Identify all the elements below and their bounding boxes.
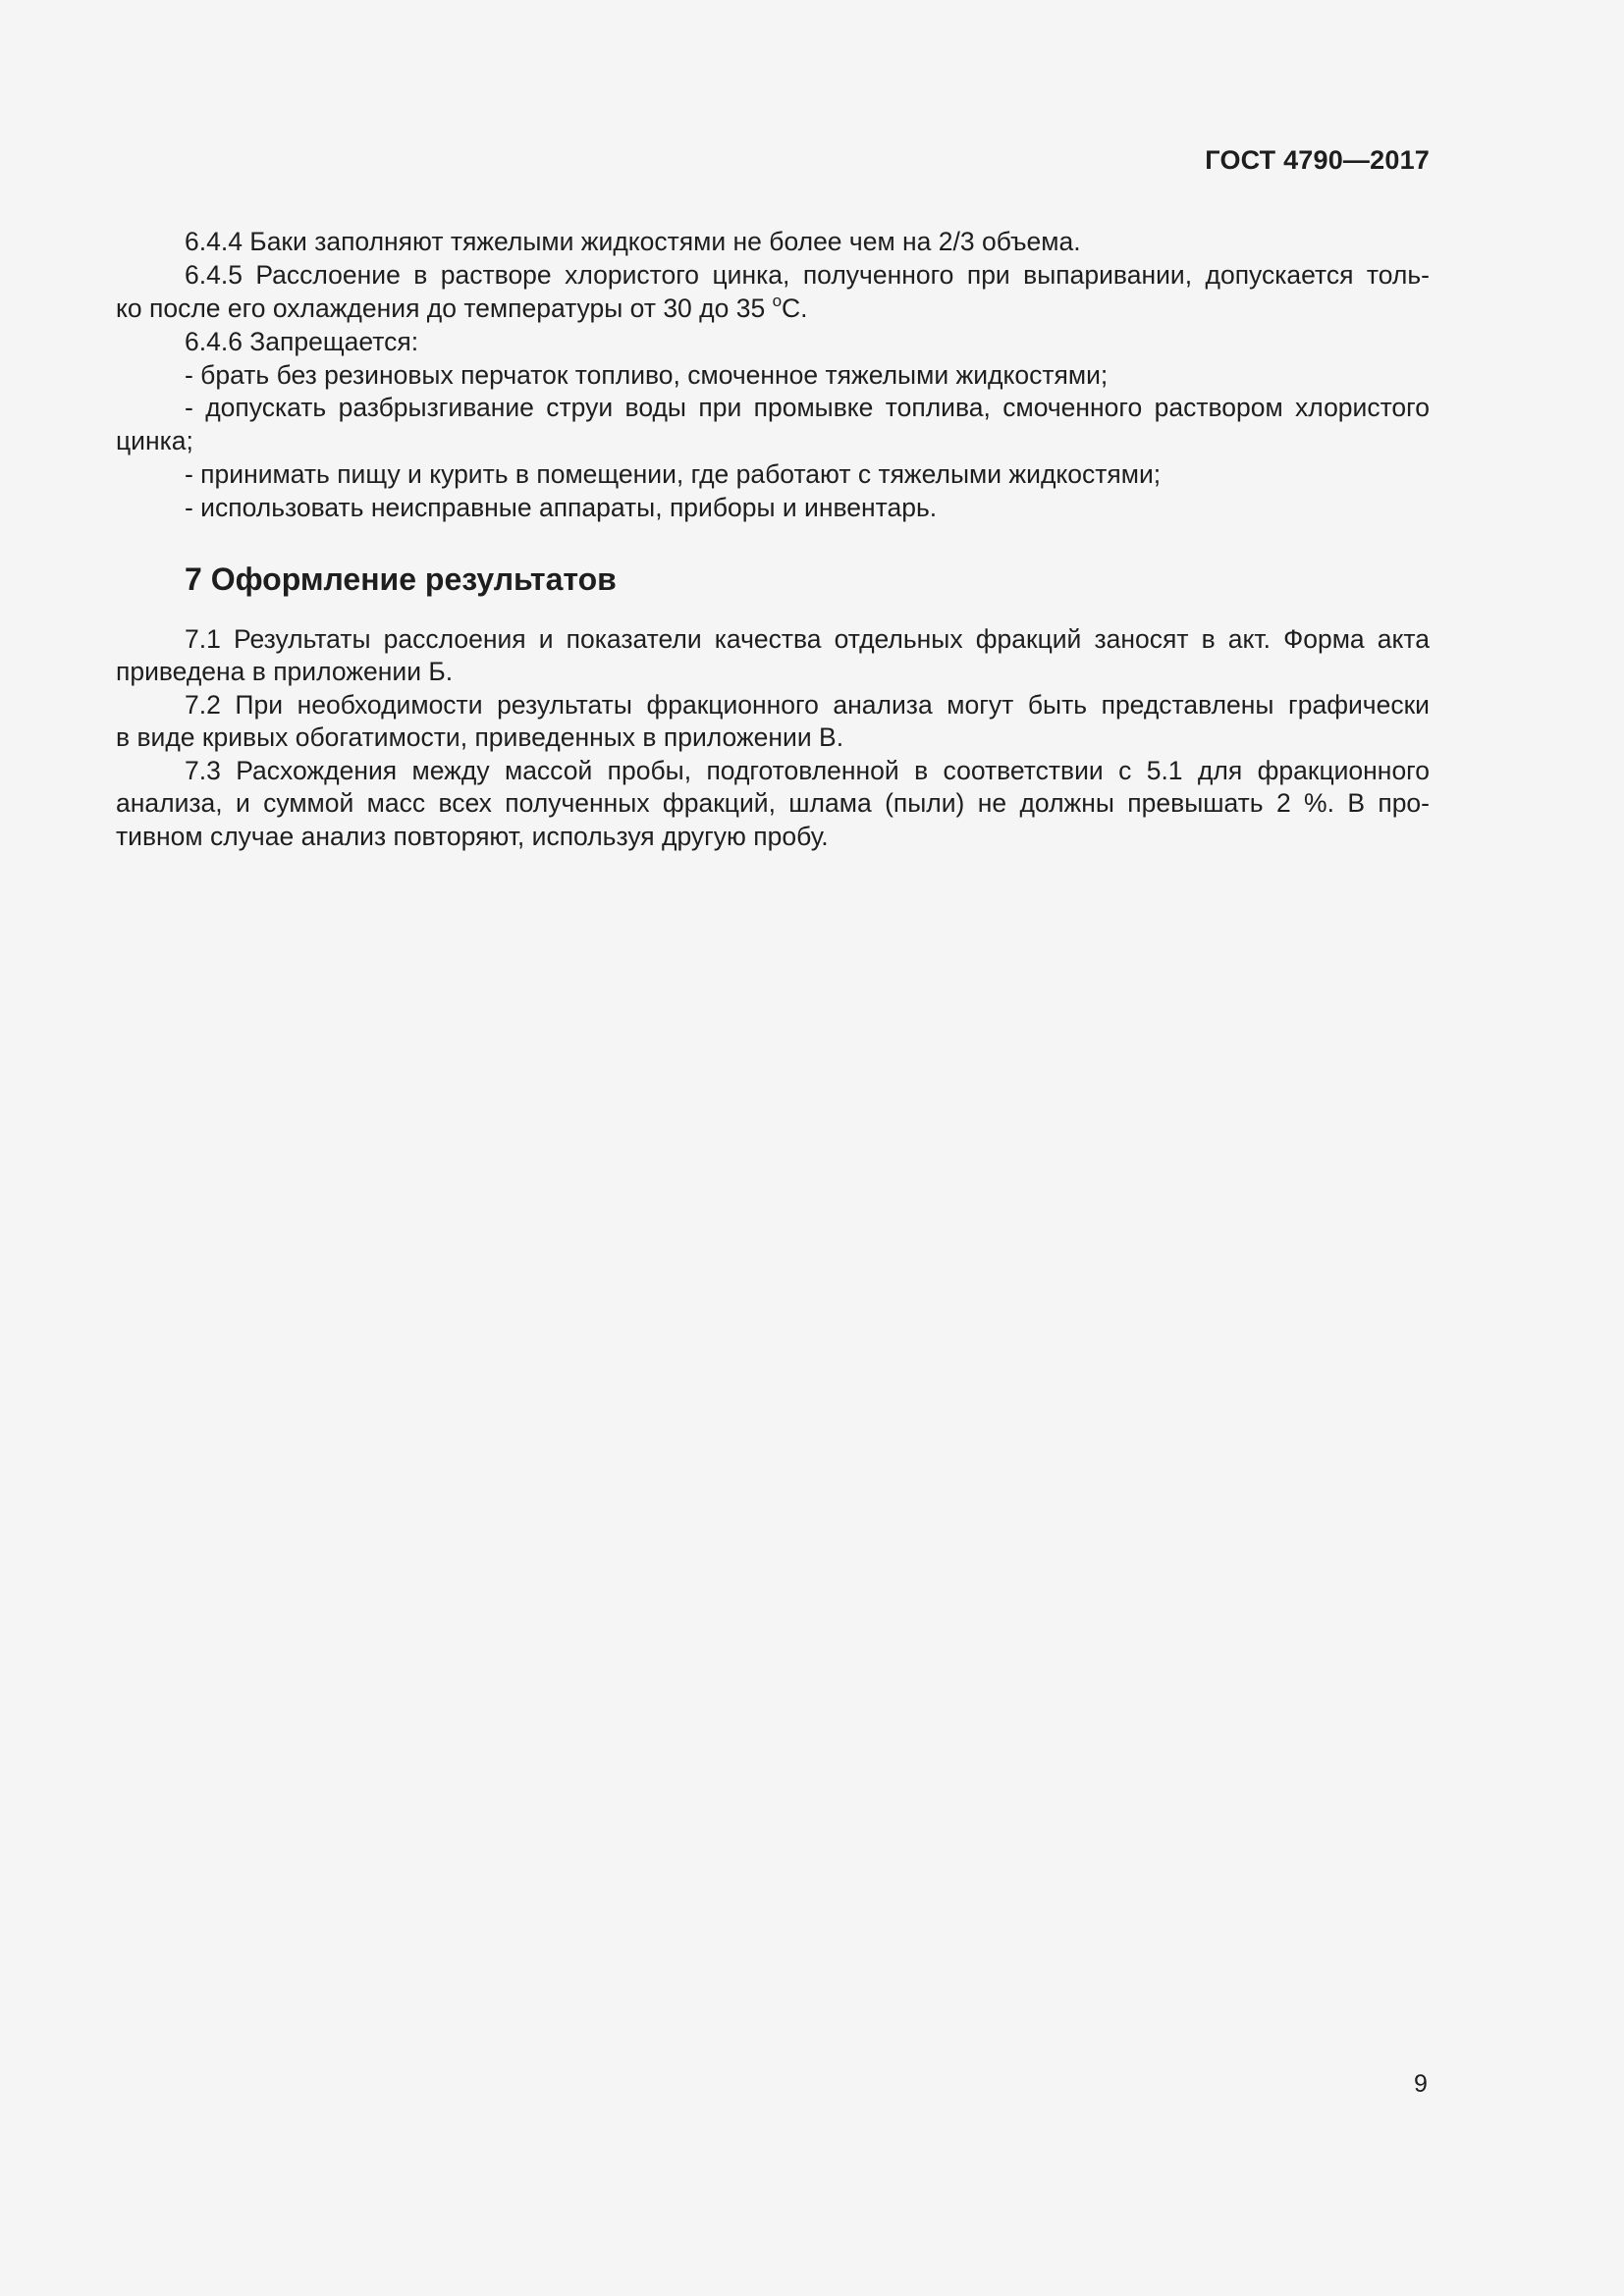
- prohibition-item-2-line-1: - допускать разбрызгивание струи воды при промывке топлива, смоченного раствором хлористого: [185, 393, 1430, 422]
- paragraph-6-4-5-line-1: 6.4.5 Расслоение в растворе хлористого цинка, полученного при выпаривании, допускается толь-: [185, 260, 1430, 290]
- prohibition-item-3: - принимать пищу и курить в помещении, где работают с тяжелыми жидкостями;: [185, 459, 1162, 489]
- paragraph-7-3-line-3: тивном случае анализ повторяют, используя другую пробу.: [116, 822, 829, 851]
- paragraph-6-4-4: 6.4.4 Баки заполняют тяжелыми жидкостями не более чем на 2/3 объема.: [185, 227, 1081, 256]
- paragraph-7-3-line-2: анализа, и суммой масс всех полученных фракций, шлама (пыли) не должны превышать 2 %. В про-: [116, 788, 1430, 818]
- paragraph-7-3-line-1: 7.3 Расхождения между массой пробы, подготовленной в соответствии с 5.1 для фракционного: [185, 756, 1430, 785]
- prohibition-item-1: - брать без резиновых перчаток топливо, смоченное тяжелыми жидкостями;: [185, 360, 1109, 390]
- paragraph-7-1-line-2: приведена в приложении Б.: [116, 657, 454, 686]
- paragraph-7-2-line-2: в виде кривых обогатимости, приведенных в приложении В.: [116, 722, 844, 752]
- prohibition-item-2-line-2: цинка;: [116, 426, 193, 455]
- page-number: 9: [1414, 2070, 1428, 2098]
- degree-superscript: о: [772, 292, 783, 310]
- paragraph-7-2-line-1: 7.2 При необходимости результаты фракционного анализа могут быть представлены графически: [185, 690, 1430, 720]
- paragraph-6-4-5-line-2: [116, 292, 1430, 325]
- prohibition-item-4: - использовать неисправные аппараты, приборы и инвентарь.: [185, 493, 938, 522]
- section-7-heading: 7 Оформление результатов: [185, 561, 617, 597]
- paragraph-6-4-6-title: 6.4.6 Запрещается:: [185, 327, 419, 356]
- temperature-unit: С.: [782, 294, 808, 323]
- paragraph-7-1-line-1: 7.1 Результаты расслоения и показатели качества отдельных фракций заносят в акт. Форма акта: [185, 624, 1430, 654]
- temperature-text: ко после его охлаждения до температуры от 30 до 35: [116, 294, 773, 323]
- standard-header: ГОСТ 4790—2017: [1205, 145, 1430, 175]
